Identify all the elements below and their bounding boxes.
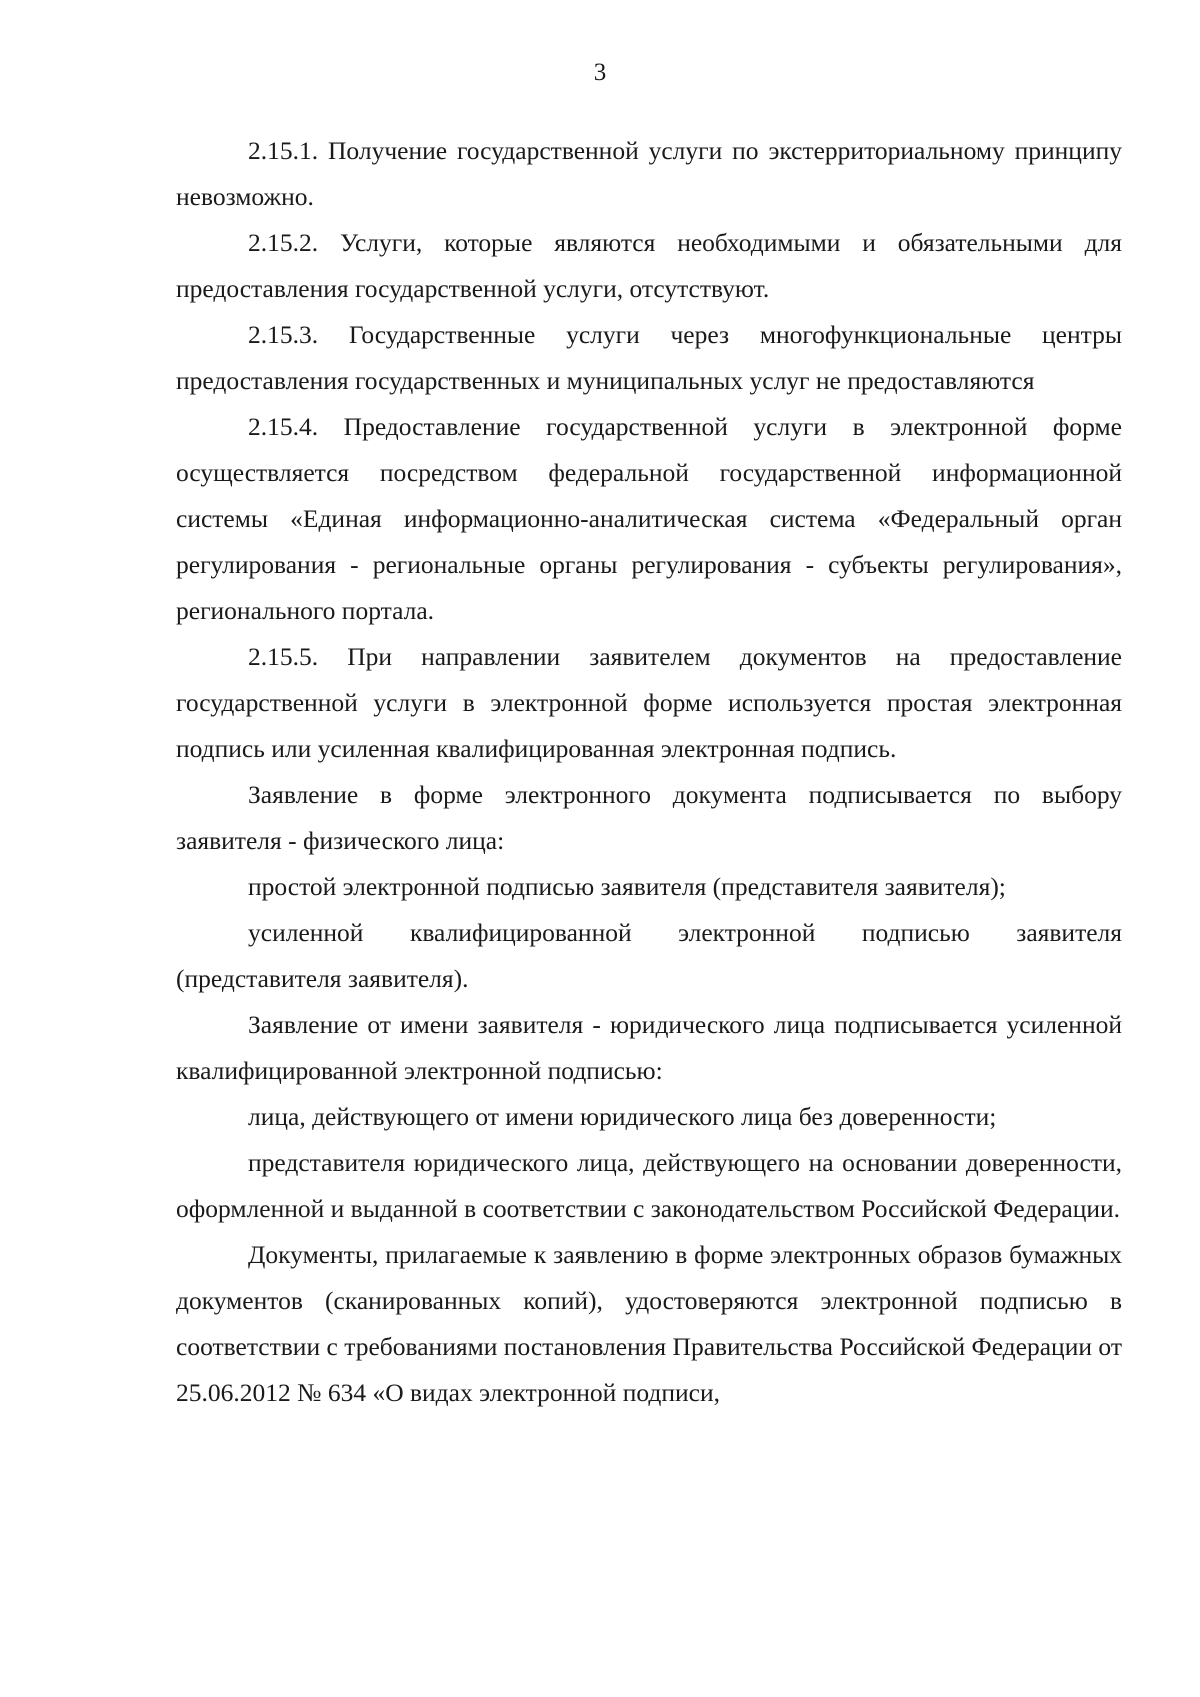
paragraph-individual-signature: Заявление в форме электронного документа подписывается по выбору заявителя - физического лица:	[176, 780, 1122, 855]
list-item-simple-signature: простой электронной подписью заявителя (представителя заявителя);	[248, 872, 1006, 901]
paragraph-2-15-2: 2.15.2. Услуги, которые являются необходимыми и обязательными для предоставления государственной услуги, отсутствуют.	[176, 228, 1122, 303]
list-item-without-power-of-attorney: лица, действующего от имени юридического лица без доверенности;	[248, 1102, 997, 1131]
paragraph-2-15-3: 2.15.3. Государственные услуги через многофункциональные центры предоставления государственных и муниципальных услуг не предоставляются	[176, 320, 1122, 395]
list-item-representative: представителя юридического лица, действующего на основании доверенности, оформленной и выданной в соответствии с законодательством Российской Федерации.	[176, 1148, 1122, 1223]
paragraph-attached-documents: Документы, прилагаемые к заявлению в форме электронных образов бумажных документов (сканированных копий), удостоверяются электронной подписью в соответствии с требованиями постановления Правительства Российской Федерации от 25.06.2012 № 634 «О видах электронной подписи,	[176, 1240, 1122, 1407]
paragraph-2-15-1: 2.15.1. Получение государственной услуги по экстерриториальному принципу невозможно.	[176, 136, 1122, 211]
document-body	[176, 128, 1122, 1416]
page-number: 3	[593, 59, 607, 86]
paragraph-legal-entity-signature: Заявление от имени заявителя - юридического лица подписывается усиленной квалифицированной электронной подписью:	[176, 1010, 1122, 1085]
list-item-qualified-signature: усиленной квалифицированной электронной подписью заявителя (представителя заявителя).	[176, 918, 1122, 993]
paragraph-2-15-4: 2.15.4. Предоставление государственной услуги в электронной форме осуществляется посредством федеральной государственной информационной системы «Единая информационно-аналитическая система «Федеральный орган регулирования - региональные органы регулирования - субъекты регулирования», регионального портала.	[176, 412, 1122, 625]
paragraph-2-15-5: 2.15.5. При направлении заявителем документов на предоставление государственной услуги в электронной форме используется простая электронная подпись или усиленная квалифицированная электронная подпись.	[176, 642, 1122, 763]
